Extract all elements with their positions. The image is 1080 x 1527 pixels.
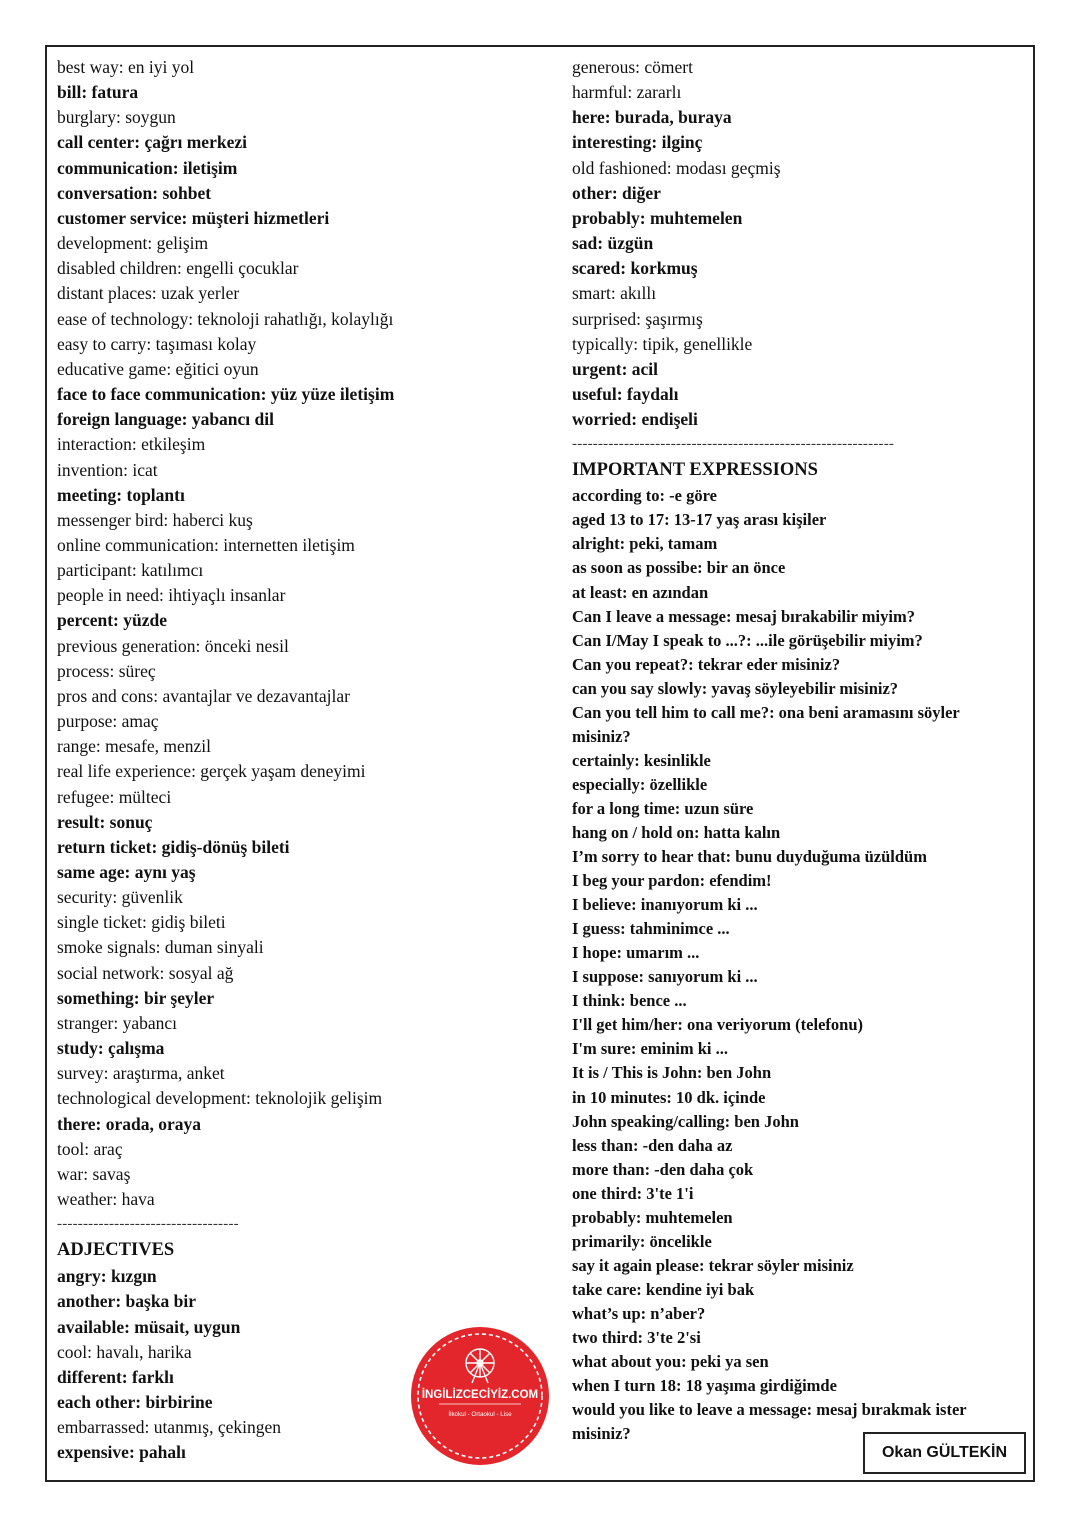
expression-entry: in 10 minutes: 10 dk. içinde	[572, 1087, 766, 1107]
expression-entry: misiniz?	[572, 726, 631, 746]
vocab-entry: refugee: mülteci	[57, 786, 172, 807]
vocab-entry: survey: araştırma, anket	[57, 1063, 225, 1084]
right-separator: --------------------------------------------------------------	[572, 436, 895, 453]
expression-entry: for a long time: uzun süre	[572, 798, 754, 818]
adjective-entry: expensive: pahalı	[57, 1442, 186, 1463]
vocab-entry: urgent: acil	[572, 358, 659, 379]
expression-entry: I hope: umarım ...	[572, 943, 700, 963]
vocab-entry: percent: yüzde	[57, 610, 167, 631]
vocab-entry: purpose: amaç	[57, 711, 159, 732]
vocab-entry: return ticket: gidiş-dönüş bileti	[57, 836, 290, 857]
vocab-entry: meeting: toplantı	[57, 484, 185, 505]
vocab-entry: there: orada, oraya	[57, 1113, 202, 1134]
left-separator: -----------------------------------	[57, 1216, 239, 1233]
vocab-entry: pros and cons: avantajlar ve dezavantajlar	[57, 685, 350, 706]
expression-entry: according to: -e göre	[572, 486, 717, 506]
expression-entry: would you like to leave a message: mesaj bırakmak ister	[572, 1400, 967, 1420]
vocab-entry: development: gelişim	[57, 233, 209, 254]
adjective-entry: available: müsait, uygun	[57, 1316, 241, 1337]
vocab-entry: single ticket: gidiş bileti	[57, 912, 226, 933]
expression-entry: It is / This is John: ben John	[572, 1063, 772, 1083]
vocab-entry: customer service: müşteri hizmetleri	[57, 207, 330, 228]
vocab-entry: security: güvenlik	[57, 887, 183, 908]
adjective-entry: each other: birbirine	[57, 1391, 213, 1412]
logo-tagline-text: İlkokul - Ortaokul - Lise	[448, 1411, 512, 1418]
adjective-entry: different: farklı	[57, 1366, 174, 1387]
vocab-entry: interesting: ilginç	[572, 132, 703, 153]
expression-entry: at least: en azından	[572, 582, 709, 602]
expression-entry: when I turn 18: 18 yaşıma girdiğimde	[572, 1376, 837, 1396]
expression-entry: probably: muhtemelen	[572, 1207, 733, 1227]
vocab-entry: disabled children: engelli çocuklar	[57, 258, 299, 279]
vocab-entry: interaction: etkileşim	[57, 434, 206, 455]
adjective-entry: embarrassed: utanmış, çekingen	[57, 1417, 282, 1438]
adjective-entry: cool: havalı, harika	[57, 1341, 192, 1362]
expression-entry: Can I leave a message: mesaj bırakabilir miyim?	[572, 606, 915, 626]
vocab-entry: process: süreç	[57, 660, 156, 681]
vocab-entry: surprised: şaşırmış	[572, 308, 703, 329]
vocab-entry: bill: fatura	[57, 82, 139, 103]
expression-entry: Can I/May I speak to ...?: ...ile görüşebilir miyim?	[572, 630, 923, 650]
vocab-entry: conversation: sohbet	[57, 182, 212, 203]
vocab-entry: messenger bird: haberci kuş	[57, 509, 253, 530]
vocab-entry: same age: aynı yaş	[57, 862, 196, 882]
expression-entry: as soon as possibe: bir an önce	[572, 558, 786, 578]
expression-entry: say it again please: tekrar söyler misiniz	[572, 1255, 854, 1275]
vocab-entry: invention: icat	[57, 459, 158, 480]
expression-entry: two third: 3'te 2'si	[572, 1327, 701, 1347]
adjectives-continued-list	[572, 55, 1017, 432]
vocab-entry: social network: sosyal ağ	[57, 962, 234, 983]
vocab-entry: smart: akıllı	[572, 283, 657, 304]
expression-entry: Can you repeat?: tekrar eder misiniz?	[572, 654, 841, 674]
nouns-list	[57, 55, 547, 1212]
author-box: Okan GÜLTEKİN	[863, 1432, 1026, 1474]
expression-entry: primarily: öncelikle	[572, 1231, 712, 1251]
expression-entry: more than: -den daha çok	[572, 1159, 754, 1179]
vocab-entry: call center: çağrı merkezi	[57, 132, 247, 153]
expression-entry: aged 13 to 17: 13-17 yaş arası kişiler	[572, 510, 827, 530]
expression-entry: Can you tell him to call me?: ona beni aramasını söyler	[572, 702, 960, 722]
adjective-entry: angry: kızgın	[57, 1266, 157, 1287]
expression-entry: I believe: inanıyorum ki ...	[572, 895, 758, 915]
logo-brand-text: İNGİLİZCECİYİZ.COM	[421, 1389, 539, 1401]
expression-entry: alright: peki, tamam	[572, 534, 718, 554]
vocab-entry: tool: araç	[57, 1138, 123, 1159]
vocab-entry: old fashioned: modası geçmiş	[572, 157, 781, 178]
vocab-entry: generous: cömert	[572, 57, 693, 77]
vocabulary-right-column	[572, 55, 1017, 1446]
expression-entry: can you say slowly: yavaş söyleyebilir misiniz?	[572, 678, 899, 698]
vocab-entry: smoke signals: duman sinyali	[57, 937, 264, 958]
expression-entry: one third: 3'te 1'i	[572, 1183, 694, 1203]
vocab-entry: war: savaş	[57, 1163, 131, 1184]
vocab-entry: typically: tipik, genellikle	[572, 333, 753, 354]
vocab-entry: previous generation: önceki nesil	[57, 635, 289, 656]
vocab-entry: participant: katılımcı	[57, 560, 204, 581]
vocab-entry: other: diğer	[572, 182, 661, 203]
vocab-entry: foreign language: yabancı dil	[57, 409, 274, 430]
expression-entry: I’m sorry to hear that: bunu duyduğuma üzüldüm	[572, 847, 927, 867]
vocab-entry: study: çalışma	[57, 1038, 165, 1059]
vocab-entry: worried: endişeli	[572, 409, 698, 430]
expression-entry: I suppose: sanıyorum ki ...	[572, 967, 758, 987]
vocab-entry: burglary: soygun	[57, 107, 176, 128]
vocab-entry: technological development: teknolojik gelişim	[57, 1088, 383, 1109]
expression-entry: I'll get him/her: ona veriyorum (telefonu)	[572, 1015, 863, 1035]
vocab-entry: online communication: internetten iletişim	[57, 534, 355, 555]
vocab-entry: something: bir şeyler	[57, 987, 215, 1008]
vocab-entry: result: sonuç	[57, 811, 153, 832]
expression-entry: what’s up: n’aber?	[572, 1303, 706, 1323]
vocab-entry: communication: iletişim	[57, 157, 238, 178]
vocab-entry: educative game: eğitici oyun	[57, 358, 259, 379]
vocab-entry: ease of technology: teknoloji rahatlığı, kolaylığı	[57, 308, 394, 329]
vocab-entry: scared: korkmuş	[572, 258, 698, 279]
vocab-entry: face to face communication: yüz yüze iletişim	[57, 384, 395, 405]
vocab-entry: real life experience: gerçek yaşam deneyimi	[57, 761, 366, 782]
vocabulary-left-column	[57, 55, 547, 1465]
expression-entry: I'm sure: eminim ki ...	[572, 1039, 728, 1059]
vocab-entry: stranger: yabancı	[57, 1012, 178, 1033]
vocab-entry: distant places: uzak yerler	[57, 283, 240, 304]
expression-entry: hang on / hold on: hatta kalın	[572, 823, 781, 842]
vocab-entry: useful: faydalı	[572, 384, 679, 405]
ingilizceciyiz-logo	[409, 1325, 551, 1467]
expression-entry: misiniz?	[572, 1424, 631, 1444]
adjectives-heading: ADJECTIVES	[57, 1240, 175, 1261]
expression-entry: I beg your pardon: efendim!	[572, 871, 772, 891]
expression-entry: take care: kendine iyi bak	[572, 1279, 755, 1299]
adjective-entry: another: başka bir	[57, 1291, 197, 1312]
expression-entry: certainly: kesinlikle	[572, 750, 711, 770]
expressions-list	[572, 484, 1017, 1446]
vocab-entry: people in need: ihtiyaçlı insanlar	[57, 585, 286, 606]
expression-entry: I think: bence ...	[572, 991, 687, 1011]
expression-entry: especially: özellikle	[572, 774, 708, 794]
expression-entry: what about you: peki ya sen	[572, 1352, 769, 1372]
vocab-entry: sad: üzgün	[572, 233, 654, 254]
expressions-heading: IMPORTANT EXPRESSIONS	[572, 460, 818, 481]
vocab-entry: easy to carry: taşıması kolay	[57, 333, 257, 354]
vocab-entry: here: burada, buraya	[572, 107, 732, 128]
vocab-entry: harmful: zararlı	[572, 82, 682, 103]
vocab-entry: weather: hava	[57, 1189, 155, 1210]
vocab-entry: best way: en iyi yol	[57, 57, 195, 77]
expression-entry: John speaking/calling: ben John	[572, 1111, 799, 1131]
expression-entry: less than: -den daha az	[572, 1135, 733, 1155]
vocab-entry: range: mesafe, menzil	[57, 736, 212, 757]
expression-entry: I guess: tahminimce ...	[572, 919, 730, 939]
vocab-entry: probably: muhtemelen	[572, 207, 743, 228]
